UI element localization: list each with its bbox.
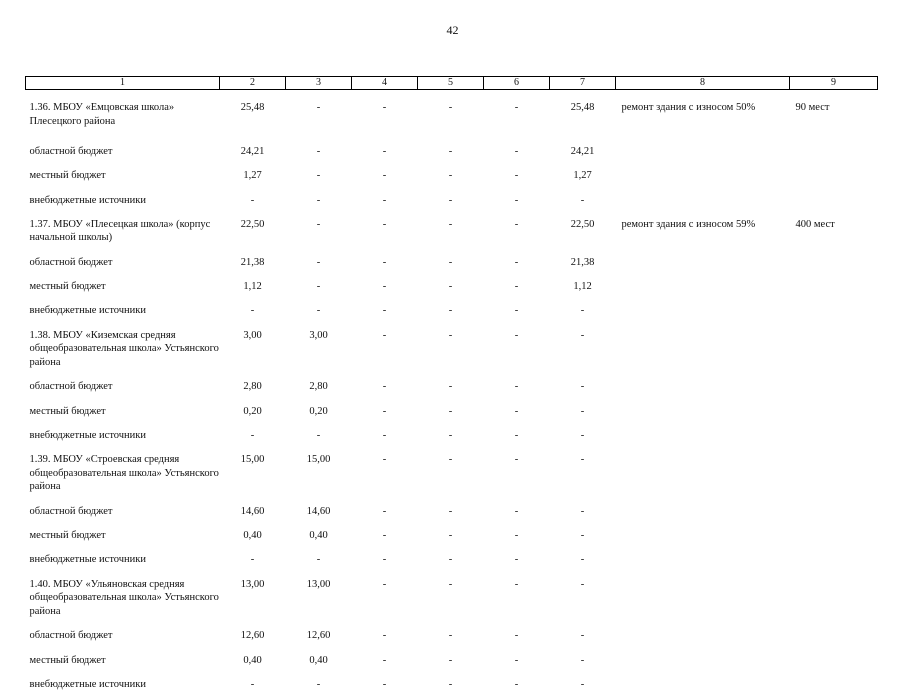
table-cell-col-2: 14,60 — [220, 501, 286, 525]
row-label-cell: местный бюджет — [26, 650, 220, 674]
table-cell-col-9: 400 мест — [790, 214, 878, 252]
table-cell-col-8 — [616, 674, 790, 698]
row-label-cell: областной бюджет — [26, 141, 220, 165]
table-cell-col-2: 22,50 — [220, 214, 286, 252]
table-row — [26, 501, 878, 525]
table-cell-col-3: 0,40 — [286, 650, 352, 674]
column-header-6: 6 — [484, 77, 550, 90]
table-cell-col-4: - — [352, 252, 418, 276]
table-cell-col-5: - — [418, 549, 484, 573]
table-cell-col-5: - — [418, 165, 484, 189]
table-cell-col-6: - — [484, 376, 550, 400]
table-cell-col-7: - — [550, 449, 616, 501]
column-header-5: 5 — [418, 77, 484, 90]
table-row — [26, 401, 878, 425]
table-cell-col-2: 0,20 — [220, 401, 286, 425]
budget-table — [25, 76, 878, 698]
table-row — [26, 449, 878, 501]
table-cell-col-7: - — [550, 574, 616, 626]
table-row — [26, 325, 878, 377]
table-cell-col-3: 14,60 — [286, 501, 352, 525]
row-label-cell: 1.37. МБОУ «Плесецкая школа» (корпус начальной школы) — [26, 214, 220, 252]
table-cell-col-3: - — [286, 425, 352, 449]
table-row — [26, 141, 878, 165]
row-label-cell: внебюджетные источники — [26, 300, 220, 324]
table-cell-col-7: - — [550, 425, 616, 449]
table-cell-col-3: - — [286, 252, 352, 276]
table-cell-col-2: 24,21 — [220, 141, 286, 165]
table-cell-col-9 — [790, 525, 878, 549]
table-cell-col-9 — [790, 141, 878, 165]
table-cell-col-3: - — [286, 276, 352, 300]
table-cell-col-3: 0,40 — [286, 525, 352, 549]
table-cell-col-7: - — [550, 549, 616, 573]
table-cell-col-2: - — [220, 190, 286, 214]
row-label-cell: местный бюджет — [26, 165, 220, 189]
table-cell-col-5: - — [418, 650, 484, 674]
table-cell-col-9 — [790, 574, 878, 626]
column-header-9: 9 — [790, 77, 878, 90]
table-cell-col-3: - — [286, 90, 352, 142]
table-cell-col-7: - — [550, 300, 616, 324]
row-label-cell: 1.36. МБОУ «Емцовская школа» Плесецкого района — [26, 90, 220, 142]
table-cell-col-8 — [616, 325, 790, 377]
table-cell-col-8 — [616, 525, 790, 549]
table-cell-col-4: - — [352, 141, 418, 165]
row-label-cell: внебюджетные источники — [26, 425, 220, 449]
table-cell-col-9 — [790, 252, 878, 276]
column-number-header-row — [26, 77, 878, 90]
table-row — [26, 190, 878, 214]
table-cell-col-3: - — [286, 674, 352, 698]
table-row — [26, 300, 878, 324]
table-cell-col-5: - — [418, 141, 484, 165]
row-label-cell: местный бюджет — [26, 276, 220, 300]
table-cell-col-7: - — [550, 325, 616, 377]
table-cell-col-2: 1,27 — [220, 165, 286, 189]
table-cell-col-6: - — [484, 625, 550, 649]
table-cell-col-6: - — [484, 214, 550, 252]
column-header-8: 8 — [616, 77, 790, 90]
row-label-cell: областной бюджет — [26, 625, 220, 649]
table-cell-col-4: - — [352, 214, 418, 252]
table-cell-col-7: - — [550, 674, 616, 698]
table-cell-col-2: - — [220, 549, 286, 573]
table-cell-col-2: 13,00 — [220, 574, 286, 626]
table-cell-col-9 — [790, 276, 878, 300]
table-cell-col-4: - — [352, 625, 418, 649]
table-cell-col-5: - — [418, 425, 484, 449]
table-row — [26, 214, 878, 252]
row-label-cell: 1.39. МБОУ «Строевская средняя общеобразовательная школа» Устьянского района — [26, 449, 220, 501]
table-cell-col-9 — [790, 325, 878, 377]
table-cell-col-3: 12,60 — [286, 625, 352, 649]
table-row — [26, 574, 878, 626]
table-cell-col-8 — [616, 165, 790, 189]
table-cell-col-3: - — [286, 165, 352, 189]
table-cell-col-8 — [616, 252, 790, 276]
table-cell-col-6: - — [484, 425, 550, 449]
table-cell-col-7: 25,48 — [550, 90, 616, 142]
table-cell-col-4: - — [352, 90, 418, 142]
table-cell-col-5: - — [418, 325, 484, 377]
table-row — [26, 276, 878, 300]
column-header-7: 7 — [550, 77, 616, 90]
table-cell-col-7: - — [550, 525, 616, 549]
table-cell-col-7: 22,50 — [550, 214, 616, 252]
table-cell-col-8 — [616, 501, 790, 525]
table-cell-col-9 — [790, 650, 878, 674]
table-cell-col-4: - — [352, 276, 418, 300]
table-cell-col-8 — [616, 276, 790, 300]
table-cell-col-5: - — [418, 190, 484, 214]
table-cell-col-3: 2,80 — [286, 376, 352, 400]
row-label-cell: 1.38. МБОУ «Киземская средняя общеобразовательная школа» Устьянского района — [26, 325, 220, 377]
table-cell-col-7: - — [550, 401, 616, 425]
table-cell-col-8 — [616, 650, 790, 674]
table-cell-col-4: - — [352, 425, 418, 449]
table-cell-col-9 — [790, 549, 878, 573]
table-cell-col-6: - — [484, 300, 550, 324]
table-cell-col-2: 12,60 — [220, 625, 286, 649]
table-cell-col-8 — [616, 141, 790, 165]
table-cell-col-9 — [790, 625, 878, 649]
table-body — [26, 90, 878, 698]
table-row — [26, 425, 878, 449]
table-cell-col-6: - — [484, 501, 550, 525]
table-cell-col-9 — [790, 376, 878, 400]
table-cell-col-6: - — [484, 141, 550, 165]
table-cell-col-8: ремонт здания с износом 59% — [616, 214, 790, 252]
table-cell-col-4: - — [352, 501, 418, 525]
table-cell-col-5: - — [418, 376, 484, 400]
column-header-1: 1 — [26, 77, 220, 90]
table-cell-col-7: - — [550, 190, 616, 214]
table-cell-col-5: - — [418, 449, 484, 501]
table-cell-col-7: 21,38 — [550, 252, 616, 276]
table-row — [26, 90, 878, 142]
table-cell-col-5: - — [418, 214, 484, 252]
table-cell-col-3: - — [286, 190, 352, 214]
table-cell-col-5: - — [418, 90, 484, 142]
row-label-cell: 1.40. МБОУ «Ульяновская средняя общеобразовательная школа» Устьянского района — [26, 574, 220, 626]
table-cell-col-5: - — [418, 300, 484, 324]
table-cell-col-2: 2,80 — [220, 376, 286, 400]
table-cell-col-9 — [790, 501, 878, 525]
table-cell-col-9 — [790, 425, 878, 449]
table-cell-col-7: - — [550, 650, 616, 674]
row-label-cell: областной бюджет — [26, 252, 220, 276]
table-cell-col-3: - — [286, 300, 352, 324]
table-cell-col-4: - — [352, 650, 418, 674]
table-row — [26, 376, 878, 400]
table-cell-col-7: 24,21 — [550, 141, 616, 165]
table-cell-col-8 — [616, 425, 790, 449]
table-row — [26, 650, 878, 674]
table-cell-col-4: - — [352, 325, 418, 377]
table-cell-col-5: - — [418, 501, 484, 525]
table-cell-col-4: - — [352, 549, 418, 573]
table-row — [26, 549, 878, 573]
table-cell-col-5: - — [418, 276, 484, 300]
row-label-cell: местный бюджет — [26, 401, 220, 425]
table-row — [26, 252, 878, 276]
table-row — [26, 625, 878, 649]
table-cell-col-6: - — [484, 325, 550, 377]
table-cell-col-9 — [790, 401, 878, 425]
row-label-cell: внебюджетные источники — [26, 190, 220, 214]
table-cell-col-9 — [790, 449, 878, 501]
table-cell-col-2: 0,40 — [220, 525, 286, 549]
table-cell-col-2: 21,38 — [220, 252, 286, 276]
row-label-cell: местный бюджет — [26, 525, 220, 549]
table-cell-col-3: 15,00 — [286, 449, 352, 501]
table-cell-col-4: - — [352, 674, 418, 698]
table-cell-col-5: - — [418, 625, 484, 649]
table-cell-col-4: - — [352, 300, 418, 324]
table-cell-col-6: - — [484, 165, 550, 189]
table-cell-col-6: - — [484, 401, 550, 425]
table-cell-col-2: 0,40 — [220, 650, 286, 674]
table-cell-col-2: 1,12 — [220, 276, 286, 300]
table-cell-col-4: - — [352, 376, 418, 400]
table-cell-col-6: - — [484, 276, 550, 300]
table-cell-col-2: 15,00 — [220, 449, 286, 501]
table-cell-col-2: - — [220, 425, 286, 449]
table-cell-col-8: ремонт здания с износом 50% — [616, 90, 790, 142]
table-cell-col-4: - — [352, 165, 418, 189]
table-cell-col-5: - — [418, 252, 484, 276]
table-cell-col-6: - — [484, 252, 550, 276]
table-cell-col-3: - — [286, 549, 352, 573]
table-cell-col-7: - — [550, 625, 616, 649]
table-cell-col-6: - — [484, 449, 550, 501]
table-cell-col-9 — [790, 165, 878, 189]
table-cell-col-2: - — [220, 674, 286, 698]
table-cell-col-4: - — [352, 190, 418, 214]
table-cell-col-3: 3,00 — [286, 325, 352, 377]
table-cell-col-2: 3,00 — [220, 325, 286, 377]
table-cell-col-6: - — [484, 190, 550, 214]
row-label-cell: внебюджетные источники — [26, 549, 220, 573]
table-cell-col-5: - — [418, 401, 484, 425]
column-header-3: 3 — [286, 77, 352, 90]
table-cell-col-5: - — [418, 674, 484, 698]
table-cell-col-9 — [790, 674, 878, 698]
table-cell-col-8 — [616, 401, 790, 425]
table-cell-col-6: - — [484, 90, 550, 142]
table-cell-col-3: 0,20 — [286, 401, 352, 425]
table-cell-col-6: - — [484, 650, 550, 674]
table-cell-col-4: - — [352, 574, 418, 626]
table-cell-col-8 — [616, 376, 790, 400]
table-cell-col-9 — [790, 300, 878, 324]
table-cell-col-3: - — [286, 214, 352, 252]
table-cell-col-2: - — [220, 300, 286, 324]
table-cell-col-8 — [616, 549, 790, 573]
table-cell-col-4: - — [352, 525, 418, 549]
row-label-cell: областной бюджет — [26, 501, 220, 525]
row-label-cell: областной бюджет — [26, 376, 220, 400]
table-cell-col-8 — [616, 300, 790, 324]
table-cell-col-6: - — [484, 549, 550, 573]
table-cell-col-4: - — [352, 401, 418, 425]
table-cell-col-9: 90 мест — [790, 90, 878, 142]
table-cell-col-7: 1,27 — [550, 165, 616, 189]
table-cell-col-3: 13,00 — [286, 574, 352, 626]
table-cell-col-8 — [616, 625, 790, 649]
table-cell-col-7: 1,12 — [550, 276, 616, 300]
row-label-cell: внебюджетные источники — [26, 674, 220, 698]
table-cell-col-7: - — [550, 501, 616, 525]
table-cell-col-8 — [616, 574, 790, 626]
column-header-2: 2 — [220, 77, 286, 90]
table-cell-col-3: - — [286, 141, 352, 165]
table-cell-col-2: 25,48 — [220, 90, 286, 142]
table-cell-col-4: - — [352, 449, 418, 501]
table-cell-col-7: - — [550, 376, 616, 400]
table-row — [26, 165, 878, 189]
table-cell-col-5: - — [418, 574, 484, 626]
table-cell-col-6: - — [484, 674, 550, 698]
table-row — [26, 525, 878, 549]
column-header-4: 4 — [352, 77, 418, 90]
table-row — [26, 674, 878, 698]
table-cell-col-5: - — [418, 525, 484, 549]
table-cell-col-9 — [790, 190, 878, 214]
table-cell-col-8 — [616, 190, 790, 214]
table-cell-col-6: - — [484, 574, 550, 626]
page-number: 42 — [0, 23, 905, 38]
table-cell-col-6: - — [484, 525, 550, 549]
table-cell-col-8 — [616, 449, 790, 501]
